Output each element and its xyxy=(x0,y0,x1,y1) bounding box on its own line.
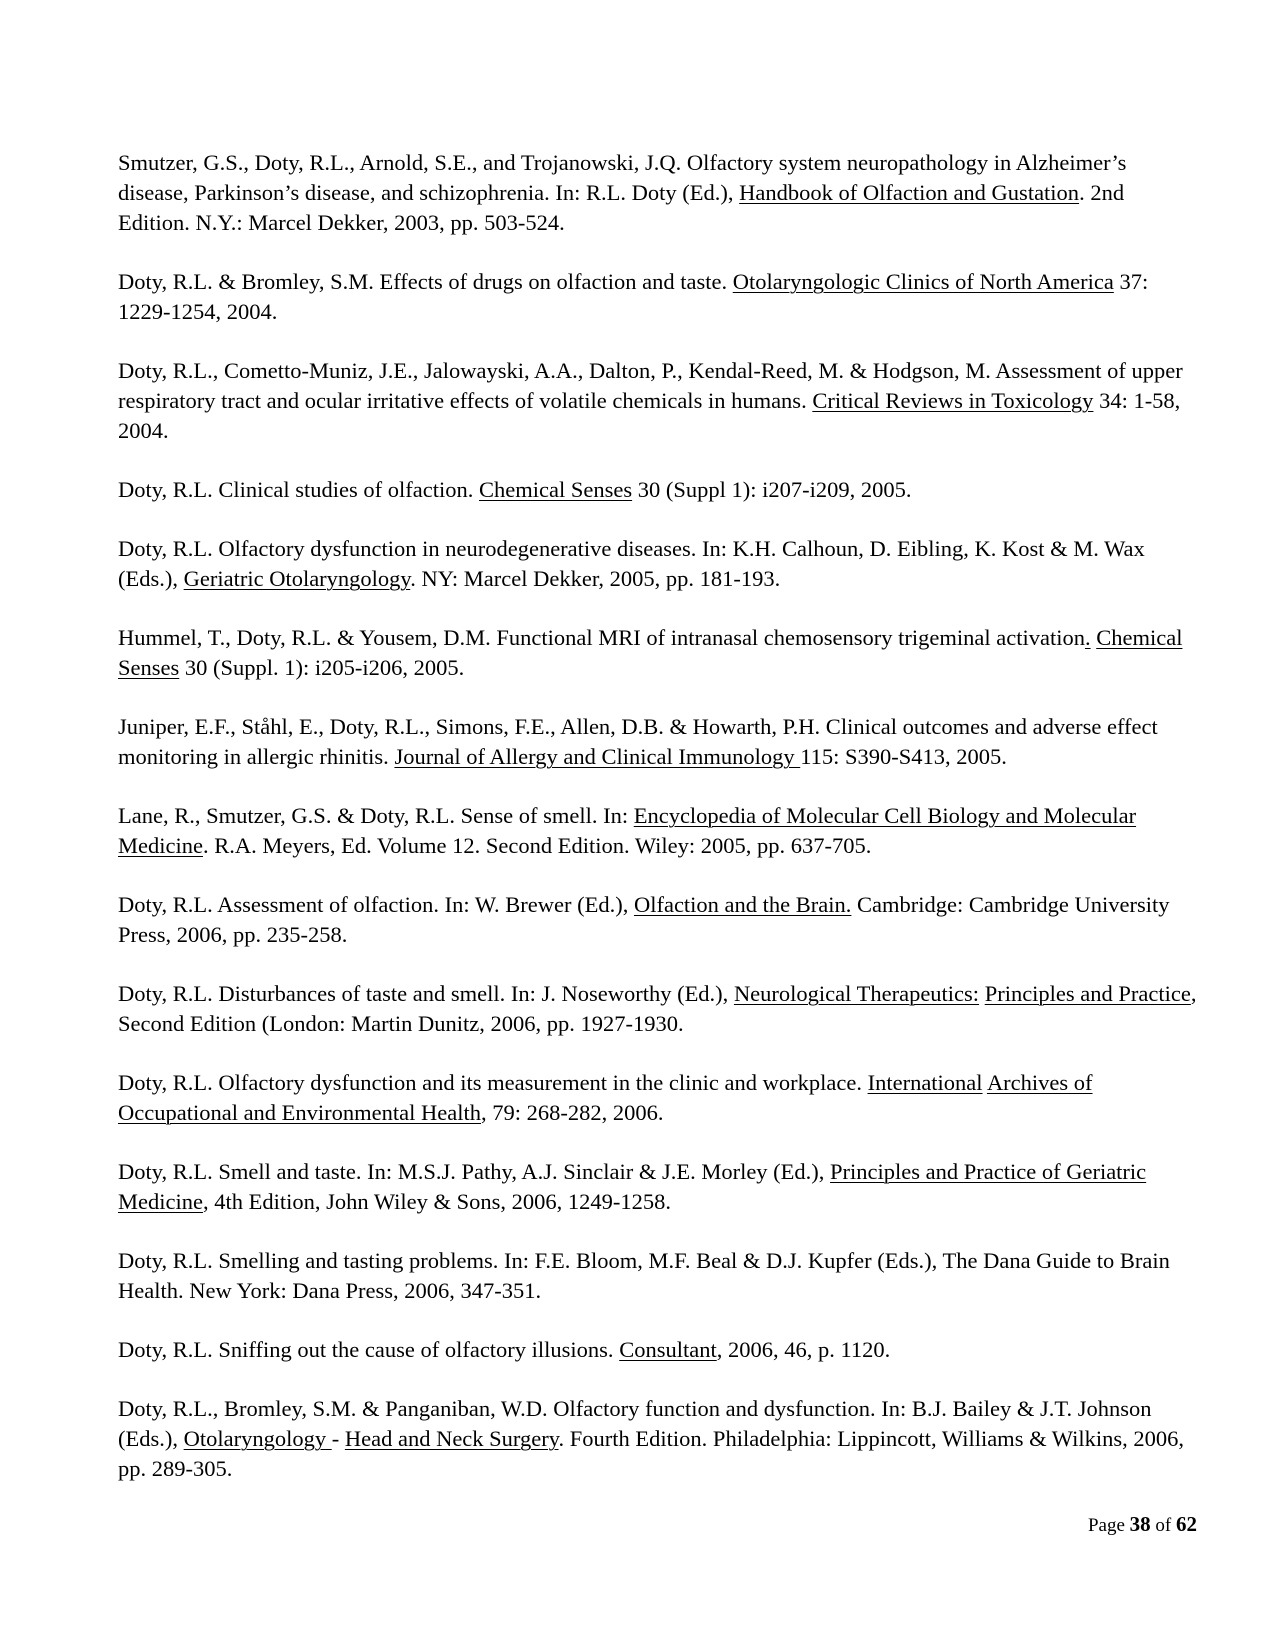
reference-text: Doty, R.L., Bromley, S.M. & Panganiban, W.D. Olfactory function and dysfunction. In: B.J. Bailey & J.T. Johnson (Eds.), xyxy=(118,1396,1152,1451)
reference-text: 115: S390-S413, 2005. xyxy=(800,744,1007,769)
reference-text: , 2006, 46, p. 1120. xyxy=(716,1337,891,1362)
reference-text: Cambridge: Cambridge University Press, 2006, pp. 235-258. xyxy=(118,892,1170,947)
reference-entry xyxy=(118,890,1198,950)
reference-title-underlined: Head and Neck Surgery xyxy=(344,1426,559,1451)
reference-entry xyxy=(118,475,1198,505)
reference-text: , 4th Edition, John Wiley & Sons, 2006, 1249-1258. xyxy=(202,1189,672,1214)
reference-title-underlined: . xyxy=(1084,625,1091,650)
reference-entry xyxy=(118,1246,1198,1306)
reference-title-underlined: Neurological Therapeutics: xyxy=(733,981,980,1006)
reference-title-underlined: Chemical Senses xyxy=(479,477,633,502)
reference-title-underlined: Journal of Allergy and Clinical Immunology xyxy=(394,744,801,769)
reference-title-underlined: Archives of Occupational and Environmental Health xyxy=(118,1070,1093,1125)
reference-text: Doty, R.L. Smelling and tasting problems. In: F.E. Bloom, M.F. Beal & D.J. Kupfer (Eds.), The Dana Guide to Brain Health. New York: Dana Press, 2006, 347-351. xyxy=(118,1248,1170,1303)
reference-entry xyxy=(118,1157,1198,1217)
reference-entry xyxy=(118,623,1198,683)
reference-text: Doty, R.L. Olfactory dysfunction and its measurement in the clinic and workplace. xyxy=(118,1070,868,1095)
reference-title-underlined: Critical Reviews in Toxicology xyxy=(812,388,1094,413)
reference-text: Juniper, E.F., Ståhl, E., Doty, R.L., Simons, F.E., Allen, D.B. & Howarth, P.H. Clinical outcomes and adverse effect monitoring in allergic rhinitis. xyxy=(118,714,1158,769)
reference-list xyxy=(118,148,1198,1513)
reference-title-underlined: Principles and Practice xyxy=(984,981,1191,1006)
reference-entry xyxy=(118,1394,1198,1484)
reference-entry xyxy=(118,1068,1198,1128)
reference-title-underlined: Chemical Senses xyxy=(118,625,1183,680)
reference-title-underlined: Geriatric Otolaryngology xyxy=(183,566,411,591)
reference-text: Doty, R.L. Sniffing out the cause of olfactory illusions. xyxy=(118,1337,620,1362)
reference-text: Hummel, T., Doty, R.L. & Yousem, D.M. Functional MRI of intranasal chemosensory trigeminal activation xyxy=(118,625,1085,650)
page-label: Page xyxy=(1087,1515,1125,1536)
reference-text: Doty, R.L., Cometto-Muniz, J.E., Jalowayski, A.A., Dalton, P., Kendal-Reed, M. & Hodgson, M. Assessment of upper respiratory tract and ocular irritative effects of volatile chemicals in humans. xyxy=(118,358,1183,413)
reference-entry xyxy=(118,534,1198,594)
reference-text: , Second Edition (London: Martin Dunitz, 2006, pp. 1927-1930. xyxy=(118,981,1197,1036)
reference-entry xyxy=(118,712,1198,772)
reference-text: . 2nd Edition. N.Y.: Marcel Dekker, 2003, pp. 503-524. xyxy=(118,180,1125,235)
reference-entry xyxy=(118,801,1198,861)
reference-text: Doty, R.L. & Bromley, S.M. Effects of drugs on olfaction and taste. xyxy=(118,269,733,294)
reference-title-underlined: Principles and Practice of Geriatric Medicine xyxy=(118,1159,1147,1214)
reference-title-underlined: International xyxy=(867,1070,983,1095)
reference-text: 30 (Suppl 1): i207-i209, 2005. xyxy=(632,477,912,502)
reference-title-underlined: Consultant xyxy=(619,1337,717,1362)
reference-title-underlined: Handbook of Olfaction and Gustation xyxy=(739,180,1080,205)
reference-entry xyxy=(118,148,1198,238)
page-number: 38 xyxy=(1129,1512,1151,1536)
reference-text: Doty, R.L. Disturbances of taste and smell. In: J. Noseworthy (Ed.), xyxy=(118,981,734,1006)
total-pages: 62 xyxy=(1176,1512,1197,1536)
reference-title-underlined: Encyclopedia of Molecular Cell Biology and Molecular Medicine xyxy=(118,803,1137,858)
reference-text: . Fourth Edition. Philadelphia: Lippincott, Williams & Wilkins, 2006, pp. 289-305. xyxy=(118,1426,1185,1481)
reference-entry xyxy=(118,267,1198,327)
reference-text: Lane, R., Smutzer, G.S. & Doty, R.L. Sense of smell. In: xyxy=(118,803,634,828)
of-label: of xyxy=(1155,1515,1172,1536)
reference-text: 30 (Suppl. 1): i205-i206, 2005. xyxy=(179,655,465,680)
reference-title-underlined: Otolaryngologic Clinics of North America xyxy=(732,269,1114,294)
page-footer xyxy=(1088,1512,1197,1538)
reference-title-underlined: Otolaryngology xyxy=(183,1426,332,1451)
reference-text: 37: 1229-1254, 2004. xyxy=(118,269,1149,324)
reference-text: , 79: 268-282, 2006. xyxy=(481,1100,664,1125)
reference-entry xyxy=(118,1335,1198,1365)
reference-text: Smutzer, G.S., Doty, R.L., Arnold, S.E., and Trojanowski, J.Q. Olfactory system neuropathology in Alzheimer’s disease, Parkinson’s disease, and schizophrenia. In: R.L. Doty (Ed.), xyxy=(118,150,1127,205)
reference-text: . R.A. Meyers, Ed. Volume 12. Second Edition. Wiley: 2005, pp. 637-705. xyxy=(202,833,872,858)
reference-text: Doty, R.L. Assessment of olfaction. In: W. Brewer (Ed.), xyxy=(118,892,634,917)
reference-text: Doty, R.L. Olfactory dysfunction in neurodegenerative diseases. In: K.H. Calhoun, D. Eibling, K. Kost & M. Wax (Eds.), xyxy=(118,536,1145,591)
reference-text: Doty, R.L. Clinical studies of olfaction. xyxy=(118,477,479,502)
reference-entry xyxy=(118,979,1198,1039)
reference-title-underlined: Olfaction and the Brain. xyxy=(633,892,852,917)
reference-text: 34: 1-58, 2004. xyxy=(118,388,1181,443)
reference-text: - xyxy=(331,1426,345,1451)
reference-text: . NY: Marcel Dekker, 2005, pp. 181-193. xyxy=(410,566,781,591)
reference-entry xyxy=(118,356,1198,446)
reference-text: Doty, R.L. Smell and taste. In: M.S.J. Pathy, A.J. Sinclair & J.E. Morley (Ed.), xyxy=(118,1159,831,1184)
